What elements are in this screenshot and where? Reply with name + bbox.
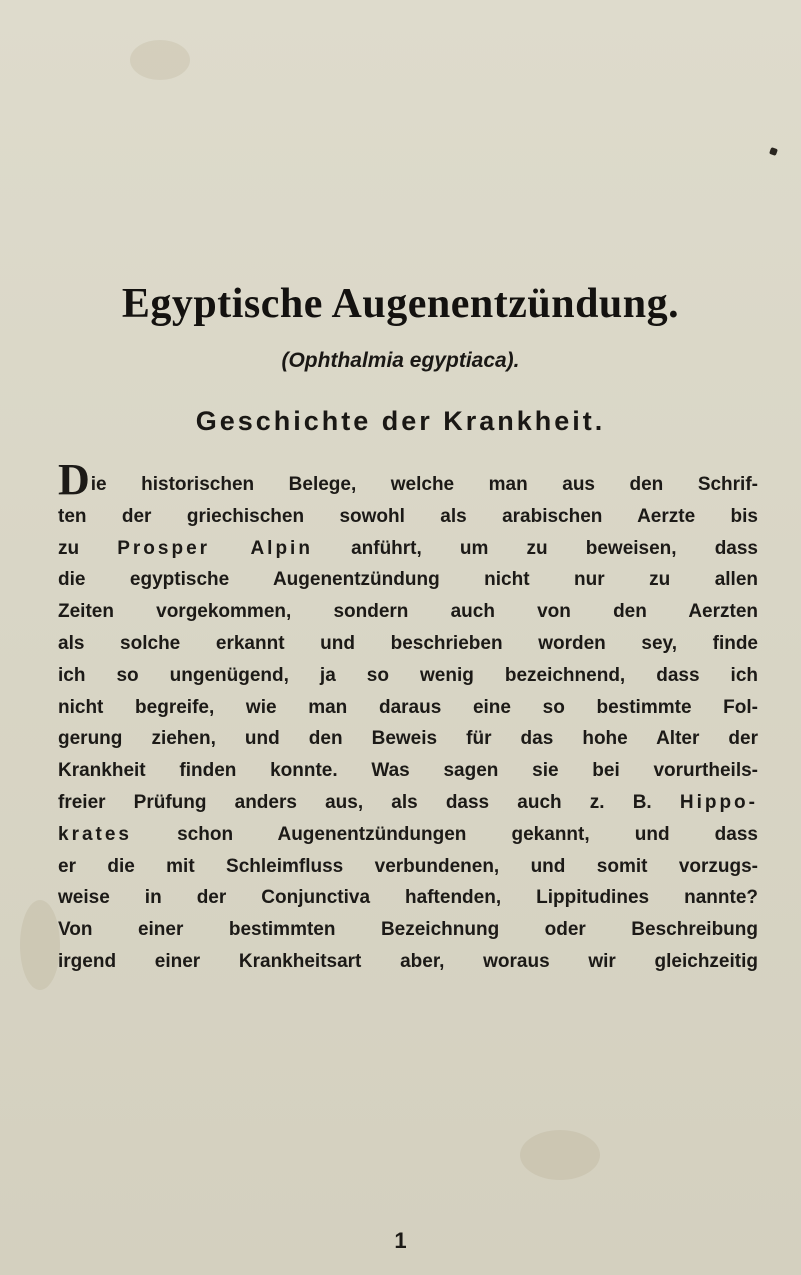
- text-line: Krankheit finden konnte. Was sagen sie bei vorurtheils-: [58, 760, 758, 782]
- text-line: krates schon Augenentzündungen gekannt, und dass: [58, 823, 758, 845]
- text-line: nicht begreife, wie man daraus eine so bestimmte Fol-: [58, 696, 758, 718]
- text-line: er die mit Schleimfluss verbundenen, und somit vorzugs-: [58, 855, 758, 877]
- section-heading: Geschichte der Krankheit.: [195, 406, 606, 436]
- ink-mark: [769, 147, 778, 156]
- text-line: die egyptische Augenentzündung nicht nur zu allen: [58, 569, 758, 591]
- author-name: Hippo-: [679, 791, 758, 813]
- text-line: als solche erkannt und beschrieben worden sey, finde: [58, 632, 758, 654]
- text-line: freier Prüfung anders aus, als dass auch z. B. Hippo-: [58, 791, 758, 813]
- paper-stain: [520, 1130, 600, 1180]
- body-paragraph: [58, 455, 758, 978]
- paper-stain: [130, 40, 190, 80]
- text-line: Zeiten vorgekommen, sondern auch von den Aerzten: [58, 601, 758, 623]
- text-line: ich so ungenügend, ja so wenig bezeichnend, dass ich: [58, 664, 758, 686]
- text-line: zu Prosper Alpin anführt, um zu beweisen, dass: [58, 537, 758, 559]
- drop-cap: D: [58, 455, 90, 504]
- text-line: Von einer bestimmten Bezeichnung oder Beschreibung: [58, 919, 758, 941]
- text-line: weise in der Conjunctiva haftenden, Lippitudines nannte?: [58, 887, 758, 909]
- author-name: krates: [58, 823, 132, 845]
- paper-stain: [20, 900, 60, 990]
- text-line: irgend einer Krankheitsart aber, woraus wir gleichzeitig: [58, 950, 758, 972]
- text-line: gerung ziehen, und den Beweis für das hohe Alter der: [58, 728, 758, 750]
- chapter-title: Egyptische Augenentzündung.: [121, 281, 680, 327]
- author-name: Prosper Alpin: [117, 537, 313, 559]
- text-line: ten der griechischen sowohl als arabischen Aerzte bis: [58, 505, 758, 527]
- text-line: Die historischen Belege, welche man aus den Schrif-: [58, 455, 758, 504]
- page-number: 1: [394, 1228, 407, 1253]
- chapter-subtitle: (Ophthalmia egyptiaca).: [281, 349, 520, 372]
